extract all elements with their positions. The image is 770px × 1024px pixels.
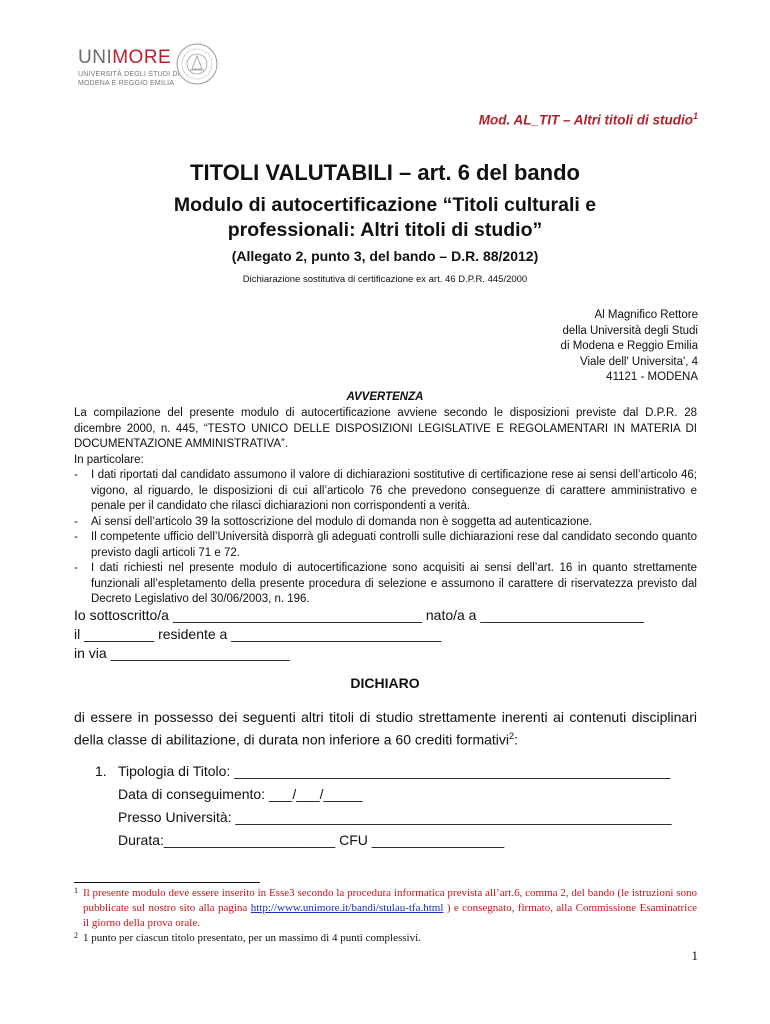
avvertenza-heading: AVVERTENZA: [346, 391, 424, 403]
list-item-text: Il competente ufficio dell’Università disporrà gli adeguati controlli sulle dichiarazioni rese dal candidato secondo quanto previsto dagli articoli 71 e 72.: [91, 531, 697, 559]
address-line: della Università degli Studi: [562, 324, 698, 337]
street-field[interactable]: in via _______________________: [74, 645, 290, 661]
dichiarazione-note: Dichiarazione sostitutiva di certificazione ex art. 46 D.P.R. 445/2000: [242, 274, 528, 285]
recipient-address: [561, 308, 698, 386]
list-item: [74, 468, 697, 515]
footnote-2: [74, 931, 697, 946]
university-seal-icon: [176, 43, 218, 85]
bullet-dash: -: [74, 562, 78, 574]
list-item-text: I dati richiesti nel presente modulo di autocertificazione sono acquisiti ai sensi dell’art. 16 in quanto strettamente funzionali all’espletamento della presente procedura di selezione e assumono il carattere di riservatezza previsto dal Decreto Legislativo del 30/06/2003, n. 196.: [91, 562, 697, 605]
titolo-type-row[interactable]: [95, 760, 672, 783]
declaration-end: :: [514, 731, 518, 748]
dichiaro-heading: DICHIARO: [350, 675, 420, 691]
logo-part-uni: UNI: [78, 47, 113, 68]
form-subtitle: [90, 193, 680, 243]
date-field[interactable]: Data di conseguimento: ___/___/_____: [118, 786, 363, 802]
bullet-dash: -: [74, 515, 78, 528]
item-number: 1.: [95, 763, 107, 779]
titolo-entry: [95, 760, 672, 852]
duration-cfu-field[interactable]: Durata:______________________ CFU _________________: [118, 832, 505, 848]
instructions-link[interactable]: http://www.unimore.it/bandi/stulau-tfa.html: [250, 902, 444, 914]
address-line: di Modena e Reggio Emilia: [560, 340, 698, 352]
avvertenza-intro: La compilazione del presente modulo di autocertificazione avviene secondo le disposizioni previste dal D.P.R. 28 dicembre 2000, n. 445, “TESTO UNICO DELLE DISPOSIZIONI LEGISLATIVE E REGOLAMENTARI IN MATERIA DI DOCUMENTAZIONE AMMINISTRATIVA”.: [74, 407, 697, 450]
footnote-ref-1: 1: [692, 111, 698, 121]
footnote-mark: 1: [74, 886, 78, 895]
footnote-text-end: ) e consegnato, firmato, alla Commissione Esaminatrice il giorno della prova orale.: [83, 902, 697, 929]
unimore-logo: [78, 47, 171, 69]
bullet-dash: -: [74, 469, 78, 481]
declaration-paragraph: [74, 708, 697, 750]
avvertenza-body: [74, 406, 697, 608]
list-item: [74, 530, 697, 561]
address-line: 41121 - MODENA: [606, 371, 698, 383]
list-item: [74, 515, 697, 531]
module-reference-text: Mod. AL_TIT – Altri titoli di studio: [478, 112, 693, 128]
logo-sub-line1: UNIVERSITÀ DEGLI STUDI DI: [78, 71, 180, 78]
avvertenza-in-particolare: In particolare:: [74, 453, 144, 466]
tipologia-field[interactable]: Tipologia di Titolo: ________________________________________________________: [118, 763, 671, 779]
footnote-mark: 2: [74, 931, 78, 940]
form-subtitle-line1: Modulo di autocertificazione “Titoli culturali e: [173, 194, 597, 216]
footnote-1: [74, 886, 697, 931]
list-item-text: I dati riportati dal candidato assumono il valore di dichiarazioni sostitutive di certificazione rese ai sensi dell’articolo 46; vigono, al riguardo, le disposizioni di cui all’articolo 76 che prevedono conseguenze di carattere amministrativo e penale per il candidato che rilasci dichiarazioni non corrispondenti a verità.: [91, 469, 697, 512]
list-item-text: Ai sensi dell’articolo 39 la sottoscrizione del modulo di domanda non è soggetta ad autenticazione.: [91, 515, 593, 528]
address-line: Viale dell' Universita', 4: [580, 355, 698, 368]
list-item: [74, 561, 697, 608]
applicant-details: [74, 606, 697, 663]
module-reference: [479, 111, 698, 128]
allegato-reference: (Allegato 2, punto 3, del bando – D.R. 88/2012): [231, 248, 539, 264]
logo-part-more: MORE: [112, 47, 172, 68]
footnotes: [74, 886, 697, 946]
footnote-text: 1 punto per ciascun titolo presentato, per un massimo di 4 punti complessivi.: [83, 932, 421, 944]
birthdate-residence-field[interactable]: il _________ residente a ___________________________: [74, 626, 442, 642]
address-line: Al Magnifico Rettore: [594, 309, 698, 321]
footnote-separator: [74, 882, 260, 883]
logo-sub-line2: MODENA E REGGIO EMILIA: [78, 80, 175, 87]
logo-subtitle: [78, 70, 180, 88]
declaration-text: di essere in possesso dei seguenti altri titoli di studio strettamente inerenti ai contenuti disciplinari della classe di abilitazione, di durata non inferiore a 60 crediti formativi: [74, 709, 697, 748]
footnote-text: Il presente modulo deve essere inserito in Esse3 secondo la procedura informatica prevista all’art.6, comma 2, del bando (le istruzioni sono pubblicate sul nostro sito alla pagina: [83, 887, 697, 914]
university-field[interactable]: Presso Università: ________________________________________________________: [118, 809, 672, 825]
name-birthplace-field[interactable]: Io sottoscritto/a ________________________________ nato/a a _____________________: [74, 607, 644, 623]
form-subtitle-line2: professionali: Altri titoli di studio”: [227, 219, 543, 241]
main-title: TITOLI VALUTABILI – art. 6 del bando: [190, 160, 580, 185]
avvertenza-list: [74, 468, 697, 608]
footnote-ref-2: 2: [509, 731, 515, 741]
bullet-dash: -: [74, 531, 78, 543]
page-number: 1: [691, 948, 698, 963]
